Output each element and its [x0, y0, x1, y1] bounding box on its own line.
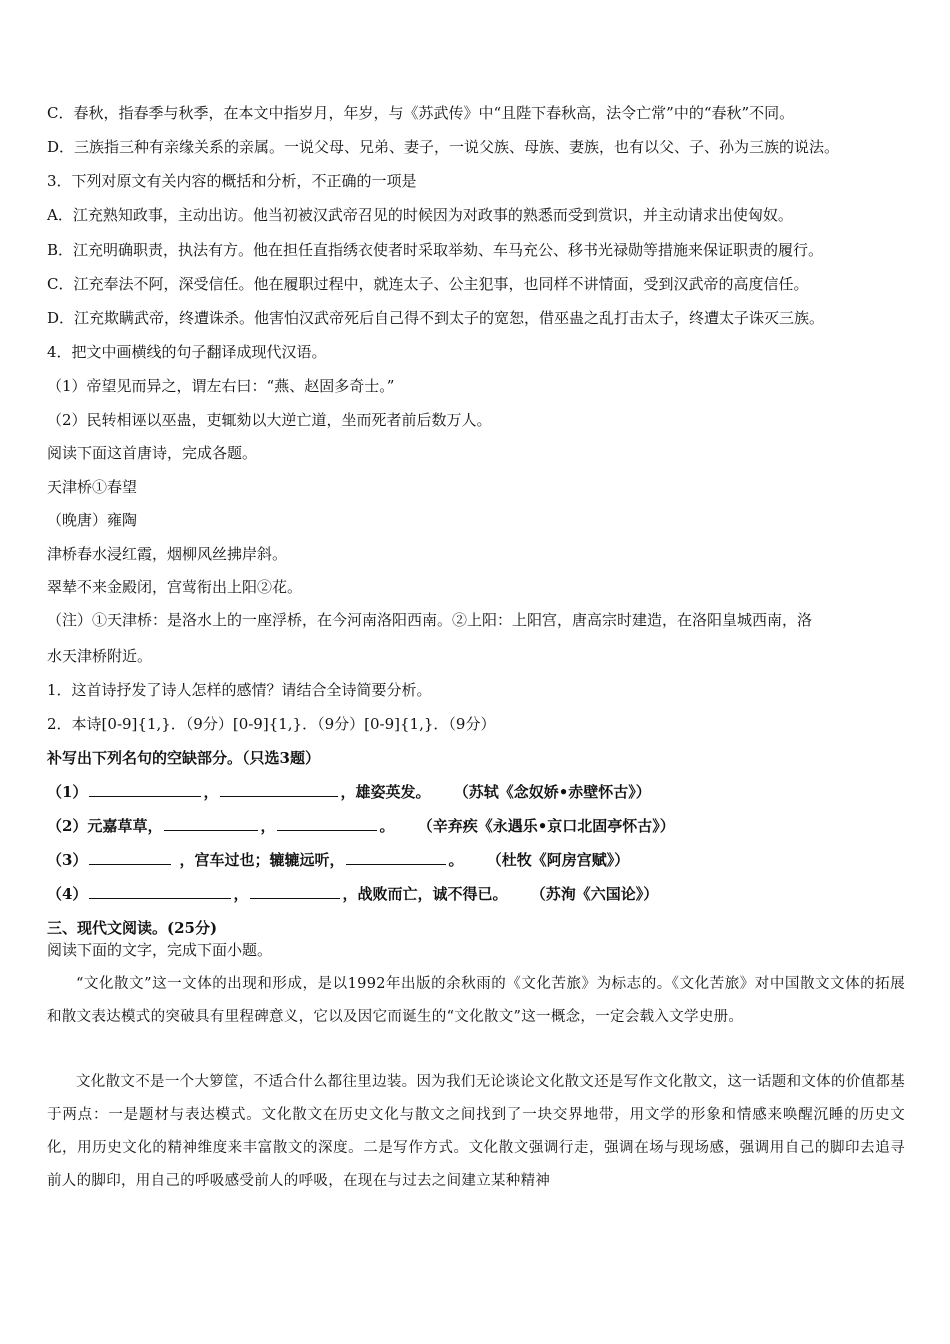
- modern-paragraph-1: “文化散文”这一文体的出现和形成，是以1992年出版的余秋雨的《文化苦旅》为标志的。《文化苦旅》对中国散文文体的拓展和散文表达模式的突破具有里程碑意义，它以及因它而诞生的“文化散文”这一概念，一定会载入文学史册。: [47, 976, 905, 1025]
- poem-question-2: 2．本诗[0-9]{1,}．（9分）[0-9]{1,}．（9分）[0-9]{1,}．（9分）: [47, 715, 496, 733]
- fill-item-4-source: （苏洵《六国论》）: [530, 885, 659, 903]
- fill-blank-3b[interactable]: [346, 850, 446, 865]
- modern-section-heading: 三、现代文阅读。(25分): [47, 919, 218, 937]
- fill-item-1: [47, 782, 651, 802]
- fill-blank-3a[interactable]: [89, 850, 171, 865]
- fill-item-2-comma: ，: [260, 817, 276, 835]
- fill-item-3-num: （3）: [47, 851, 88, 869]
- modern-paragraph-2: 文化散文不是一个大箩筐，不适合什么都往里边装。因为我们无论谈论文化散文还是写作文化散文，这一话题和文体的价值都基于两点：一是题材与表达模式。文化散文在历史文化与散文之间找到了一块交界地带，用文学的形象和情感来唤醒沉睡的历史文化，用历史文化的精神维度来丰富散文的深度。二是写作方式。文化散文强调行走，强调在场与现场感，强调用自己的脚印去追寻前人的脚印，用自己的呼吸感受前人的呼吸，在现在与过去之间建立某种精神: [47, 1074, 905, 1189]
- fill-blank-2b[interactable]: [277, 816, 377, 831]
- question-3-option-a: A．江充熟知政事，主动出访。他当初被汉武帝召见的时候因为对政事的熟悉而受到赏识，并主动请求出使匈奴。: [47, 206, 793, 224]
- fill-item-2-source: （辛弃疾《永遇乐•京口北固亭怀古》）: [417, 817, 675, 835]
- fill-item-3-source: （杜牧《阿房宫赋》）: [486, 851, 630, 869]
- fill-blank-4b[interactable]: [250, 884, 340, 899]
- question-4-sentence-2: （2）民转相诬以巫蛊，吏辄劾以大逆亡道，坐而死者前后数万人。: [47, 411, 492, 429]
- question-3-stem: 3．下列对原文有关内容的概括和分析，不正确的一项是: [47, 172, 417, 190]
- fill-item-4-num: （4）: [47, 885, 88, 903]
- fill-item-1-num: （1）: [47, 783, 88, 801]
- fill-item-3-text-2: 。: [448, 851, 464, 869]
- poem-line-2: 翠辇不来金殿闭，宫莺衔出上阳②花。: [47, 578, 303, 596]
- modern-section-intro: 阅读下面的文字，完成下面小题。: [47, 941, 273, 959]
- fill-item-2-num: （2）元嘉草草，: [47, 817, 163, 835]
- question-4-stem: 4．把文中画横线的句子翻译成现代汉语。: [47, 343, 327, 361]
- fill-item-1-text: ，雄姿英发。: [340, 783, 431, 801]
- fill-item-1-source: （苏轼《念奴娇•赤壁怀古》）: [453, 783, 651, 801]
- poem-intro: 阅读下面这首唐诗，完成各题。: [47, 444, 258, 462]
- option-d-line: D．三族指三种有亲缘关系的亲属。一说父母、兄弟、妻子，一说父族、母族、妻族，也有以父、子、孙为三族的说法。: [47, 138, 840, 156]
- option-c-line: C．春秋，指春季与秋季，在本文中指岁月，年岁，与《苏武传》中“且陛下春秋高，法令亡常”中的“春秋”不同。: [47, 104, 795, 122]
- fill-item-2: [47, 816, 675, 836]
- fill-item-2-text: 。: [379, 817, 395, 835]
- fill-item-1-comma: ，: [203, 783, 219, 801]
- poem-line-1: 津桥春水浸红霞，烟柳风丝拂岸斜。: [47, 545, 288, 563]
- poem-author: （晚唐）雍陶: [47, 511, 138, 529]
- fill-item-4: [47, 884, 658, 904]
- fill-item-3: [47, 850, 629, 870]
- fill-blank-2a[interactable]: [164, 816, 258, 831]
- fill-blank-1b[interactable]: [220, 782, 338, 797]
- fill-item-4-text: ，战败而亡，诚不得已。: [342, 885, 508, 903]
- poem-title: 天津桥①春望: [47, 478, 138, 496]
- fill-item-3-text-1: ，宫车过也；辘辘远听，: [179, 851, 345, 869]
- fill-blank-4a[interactable]: [89, 884, 231, 899]
- question-4-sentence-1: （1）帝望见而异之，谓左右曰：“燕、赵固多奇士。”: [47, 377, 395, 395]
- fill-section-title: 补写出下列名句的空缺部分。（只选3题）: [47, 749, 320, 767]
- fill-blank-1a[interactable]: [89, 782, 201, 797]
- poem-question-1: 1．这首诗抒发了诗人怎样的感情？请结合全诗简要分析。: [47, 681, 432, 699]
- question-3-option-d: D．江充欺瞒武帝，终遭诛杀。他害怕汉武帝死后自己得不到太子的宽恕，借巫蛊之乱打击太子，终遭太子诛灭三族。: [47, 309, 825, 327]
- question-3-option-b: B．江充明确职责，执法有方。他在担任直指绣衣使者时采取举劾、车马充公、移书光禄勋等措施来保证职责的履行。: [47, 241, 824, 259]
- question-3-option-c: C．江充奉法不阿，深受信任。他在履职过程中，就连太子、公主犯事，也同样不讲情面，受到汉武帝的高度信任。: [47, 275, 809, 293]
- fill-item-4-comma: ，: [233, 885, 249, 903]
- poem-note-line-1: （注）①天津桥：是洛水上的一座浮桥，在今河南洛阳西南。②上阳：上阳宫，唐高宗时建造，在洛阳皇城西南，洛: [47, 611, 813, 629]
- poem-note-line-2: 水天津桥附近。: [47, 647, 153, 665]
